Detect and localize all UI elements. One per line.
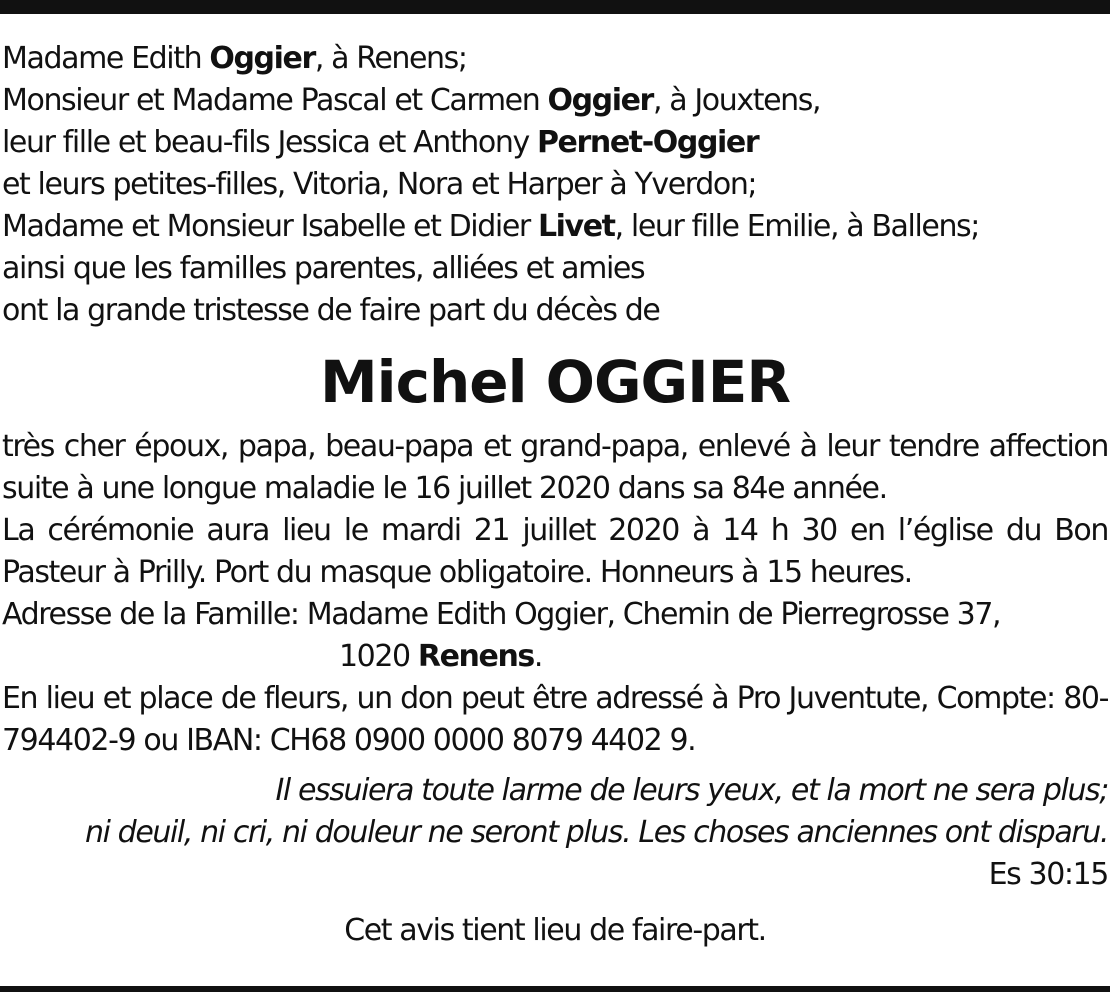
family-line-6: ainsi que les familles parentes, alliées et amies (2, 251, 645, 286)
closing-note: Cet avis tient lieu de faire-part. (344, 913, 766, 948)
family-line-1: Madame Edith Oggier, à Renens; (2, 41, 467, 76)
bottom-rule (0, 986, 1110, 992)
verse-line-2: ni deuil, ni cri, ni douleur ne seront plus. Les choses anciennes ont disparu. (85, 815, 1108, 850)
family-name: Pernet-Oggier (536, 125, 759, 160)
family-list (2, 38, 1108, 332)
obituary-notice (2, 38, 1108, 952)
family-name: Oggier (209, 41, 315, 76)
ceremony-text: La cérémonie aura lieu le mardi 21 juillet 2020 à 14 h 30 en l’église du Bon Pasteur à Prilly. Port du masque obligatoire. Honneurs à 15 heures. (2, 513, 1108, 590)
verse-line-1: Il essuiera toute larme de leurs yeux, et la mort ne sera plus; (275, 773, 1108, 808)
family-address: Adresse de la Famille: Madame Edith Oggier, Chemin de Pierregrosse 37, (2, 597, 1001, 632)
donation-text: En lieu et place de fleurs, un don peut être adressé à Pro Juventute, Compte: 80-794402-9 ou IBAN: CH68 0900 0000 8079 4402 9. (2, 681, 1108, 758)
family-line-4: et leurs petites-filles, Vitoria, Nora et Harper à Yverdon; (2, 167, 757, 202)
family-name: Livet (537, 209, 615, 244)
bible-verse (2, 770, 1108, 854)
family-address-city: 1020 Renens. (339, 639, 542, 674)
family-line-5: Madame et Monsieur Isabelle et Didier Livet, leur fille Emilie, à Ballens; (2, 209, 979, 244)
tribute-text: très cher époux, papa, beau-papa et grand-papa, enlevé à leur tendre affection suite à une longue maladie le 16 juillet 2020 dans sa 84e année. (2, 429, 1108, 506)
family-name: Oggier (547, 83, 653, 118)
family-line-3: leur fille et beau-fils Jessica et Anthony Pernet-Oggier (2, 125, 759, 160)
top-rule (0, 0, 1110, 14)
family-line-2: Monsieur et Madame Pascal et Carmen Oggier, à Jouxtens, (2, 83, 821, 118)
verse-reference: Es 30:15 (988, 857, 1108, 892)
family-line-7: ont la grande tristesse de faire part du décès de (2, 293, 660, 328)
deceased-name: Michel OGGIER (319, 348, 791, 416)
